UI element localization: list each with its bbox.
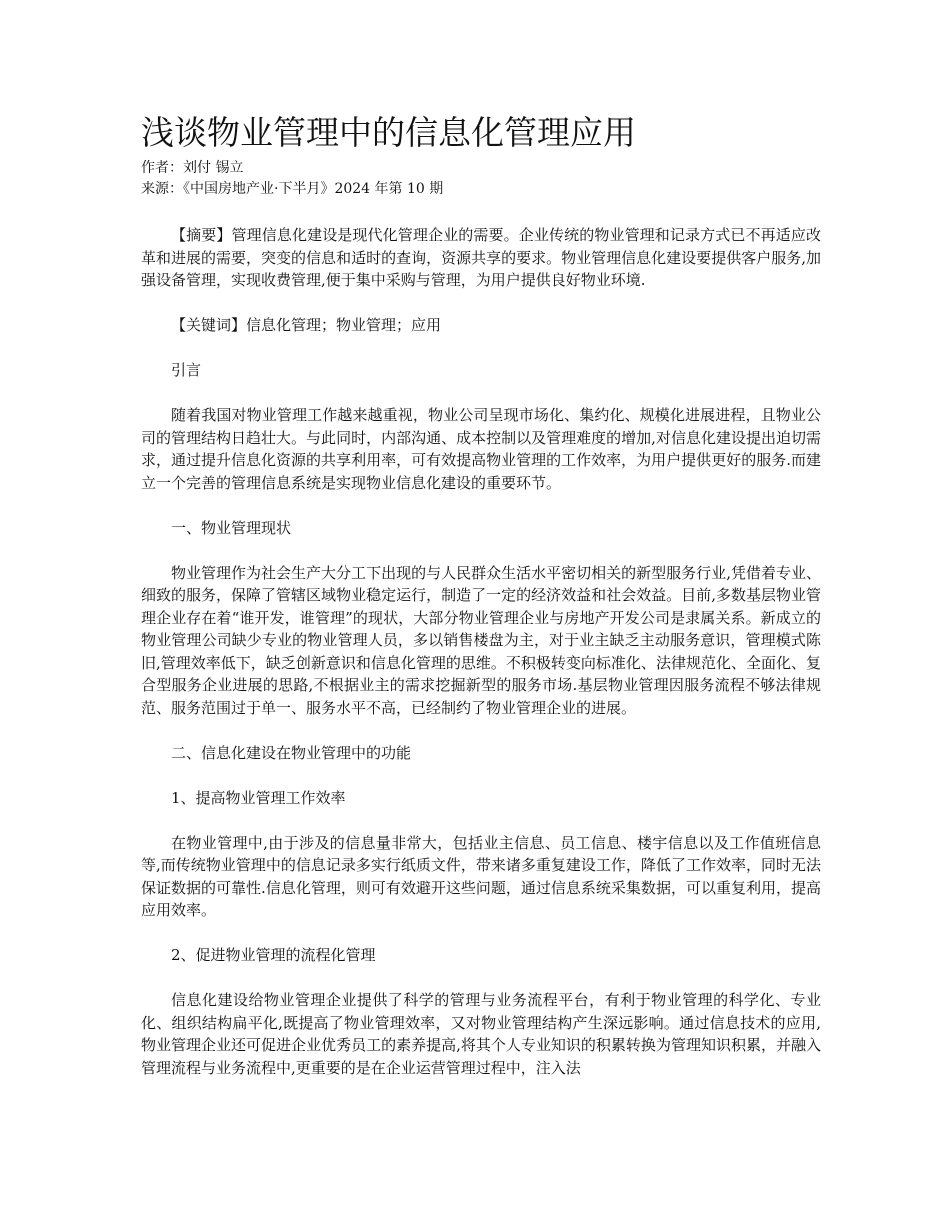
introduction-paragraph: 随着我国对物业管理工作越来越重视，物业公司呈现市场化、集约化、规模化进展进程，且物业公司的管理结构日趋壮大。与此同时，内部沟通、成本控制以及管理难度的增加,对信息化建设提出迫切需求，通过提升信息化资源的共享利用率，可有效提高物业管理的工作效率，为用户提供更好的服务.而建立一个完善的管理信息系统是实现物业信息化建设的重要环节。 (141, 406, 821, 492)
section-1-heading: 一、物业管理现状 (171, 518, 292, 537)
article-source: 来源：《中国房地产业·下半月》2024 年第 10 期 (141, 181, 444, 197)
section-1-paragraph: 物业管理作为社会生产大分工下出现的与人民群众生活水平密切相关的新型服务行业,凭借着专业、细致的服务，保障了管辖区域物业稳定运行，制造了一定的经济效益和社会效益。目前,多数基层物业管理企业存在着“谁开发，谁管理”的现状，大部分物业管理企业与房地产开发公司是隶属关系。新成立的物业管理公司缺少专业的物业管理人员，多以销售楼盘为主，对于业主缺乏主动服务意识，管理模式陈旧,管理效率低下，缺乏创新意识和信息化管理的思维。不积极转变向标准化、法律规范化、全面化、复合型服务企业进展的思路,不根据业主的需求挖掘新型的服务市场.基层物业管理因服务流程不够法律规范、服务范围过于单一、服务水平不高，已经制约了物业管理企业的进展。 (141, 563, 821, 717)
article-title: 浅谈物业管理中的信息化管理应用 (141, 113, 636, 152)
article-author: 作者：刘付 锡立 (141, 160, 244, 176)
introduction-heading: 引言 (171, 361, 202, 379)
subsection-2-2-heading: 2、促进物业管理的流程化管理 (171, 946, 376, 964)
abstract-paragraph: 【摘要】管理信息化建设是现代化管理企业的需要。企业传统的物业管理和记录方式已不再适应改革和进展的需要，突变的信息和适时的查询，资源共享的要求。物业管理信息化建设要提供客户服务,加强设备管理，实现收费管理,便于集中采购与管理，为用户提供良好物业环境. (141, 226, 821, 289)
subsection-2-1-paragraph: 在物业管理中,由于涉及的信息量非常大，包括业主信息、员工信息、楼宇信息以及工作值班信息等,而传统物业管理中的信息记录多实行纸质文件，带来诸多重复建设工作，降低了工作效率，同时无法保证数据的可靠性.信息化管理，则可有效避开这些问题，通过信息系统采集数据，可以重复利用，提高应用效率。 (141, 833, 821, 919)
subsection-2-2-paragraph: 信息化建设给物业管理企业提供了科学的管理与业务流程平台，有利于物业管理的科学化、专业化、组织结构扁平化,既提高了物业管理效率，又对物业管理结构产生深远影响。通过信息技术的应用,物业管理企业还可促进企业优秀员工的素养提高,将其个人专业知识的积累转换为管理知识积累，并融入管理流程与业务流程中,更重要的是在企业运营管理过程中，注入法 (141, 991, 821, 1077)
subsection-2-1-heading: 1、提高物业管理工作效率 (171, 788, 346, 807)
keywords-paragraph: 【关键词】信息化管理；物业管理；应用 (171, 316, 442, 334)
document-page (141, 108, 821, 1079)
section-2-heading: 二、信息化建设在物业管理中的功能 (171, 743, 412, 762)
